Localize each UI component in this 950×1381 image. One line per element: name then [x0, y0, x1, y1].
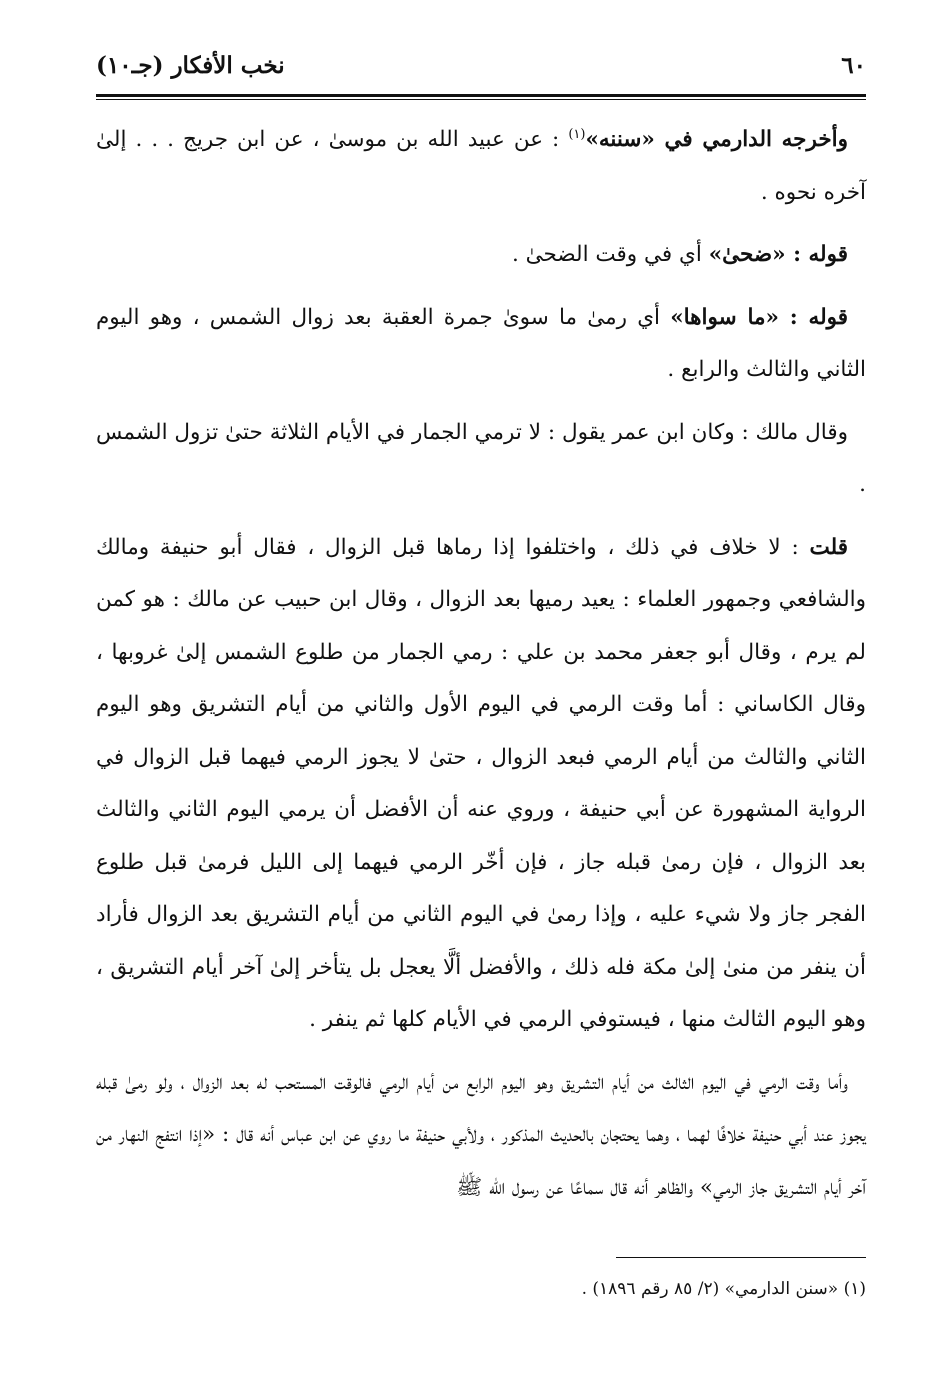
paragraph-2	[96, 229, 866, 282]
footnote-reference: (١)	[568, 126, 586, 142]
paragraph-6	[96, 1057, 866, 1215]
main-text	[96, 114, 866, 1214]
paragraph-lead: قوله : «ما سواها»	[670, 304, 849, 330]
paragraph-text: أي في وقت الضحىٰ .	[511, 242, 709, 267]
paragraph-lead: وأخرجه الدارمي في «سننه»	[585, 127, 848, 152]
paragraph-text: : عن عبيد الله بن موسىٰ ، عن ابن جريج . . . إلىٰ آخره نحوه .	[96, 127, 866, 205]
header-rule	[96, 94, 866, 100]
footnote-rule	[616, 1257, 866, 1258]
paragraph-lead: قلت	[809, 534, 848, 560]
paragraph-lead: قوله : «ضحىٰ»	[708, 242, 848, 267]
paragraph-text: : لا خلاف في ذلك ، واختلفوا إذا رماها قبل الزوال ، فقال أبو حنيفة ومالك والشافعي وجمهور العلماء : يعيد رميها بعد الزوال ، وقال ابن حبيب عن مالك : هو كمن لم يرم ، وقال أبو جعفر محمد بن علي : رمي الجمار من طلوع الشمس إلىٰ غروبها ، وقال الكاساني : أما وقت الرمي في اليوم الأول والثاني من أيام التشريق وهو اليوم الثاني والثالث من أيام الرمي فبعد الزوال ، حتىٰ لا يجوز الرمي فيهما قبل الزوال في الرواية المشهورة عن أبي حنيفة ، وروي عنه أن الأفضل أن يرمي اليوم الثاني والثالث بعد الزوال ، فإن رمىٰ قبله جاز ، فإن أخّر الرمي فيهما إلى الليل فرمىٰ قبل طلوع الفجر جاز ولا شيء عليه ، وإذا رمىٰ في اليوم الثاني من أيام التشريق بعد الزوال فأراد أن ينفر من منىٰ إلىٰ مكة فله ذلك ، والأفضل ألَّا يعجل بل يتأخر إلىٰ آخر أيام التشريق ، وهو اليوم الثالث منها ، فيستوفي الرمي في الأيام كلها ثم ينفر .	[96, 534, 866, 1032]
paragraph-text: أي رمىٰ ما سوىٰ جمرة العقبة بعد زوال الشمس ، وهو اليوم الثاني والثالث والرابع .	[96, 304, 866, 382]
paragraph-text: وقال مالك : وكان ابن عمر يقول : لا ترمي الجمار في الأيام الثلاثة حتىٰ تزول الشمس .	[96, 419, 866, 497]
paragraph-3	[96, 292, 866, 397]
paragraph-4	[96, 407, 866, 512]
page-header	[96, 52, 866, 92]
book-title: نخب الأفكار (جـ١٠)	[96, 52, 285, 79]
paragraph-5	[96, 522, 866, 1047]
page-number: ٦٠	[841, 52, 866, 79]
paragraph-text: وأما وقت الرمي في اليوم الثالث من أيام التشريق وهو اليوم الرابع من أيام الرمي فالوقت المستحب له بعد الزوال ، ولو رمىٰ قبله يجوز عند أبي حنيفة خلافًا لهما ، وهما يحتجان بالحديث المذكور ، ولأبي حنيفة ما روي عن ابن عباس أنه قال : «إذا انتفج النهار من آخر أيام التشريق جاز الرمي» والظاهر أنه قال سماعًا عن رسول الله ﷺ	[96, 1069, 866, 1200]
paragraph-1	[96, 114, 866, 219]
footnote: (١) «سنن الدارمي» (٢/ ٨٥ رقم ١٨٩٦) .	[581, 1279, 866, 1299]
book-page	[96, 52, 866, 1352]
